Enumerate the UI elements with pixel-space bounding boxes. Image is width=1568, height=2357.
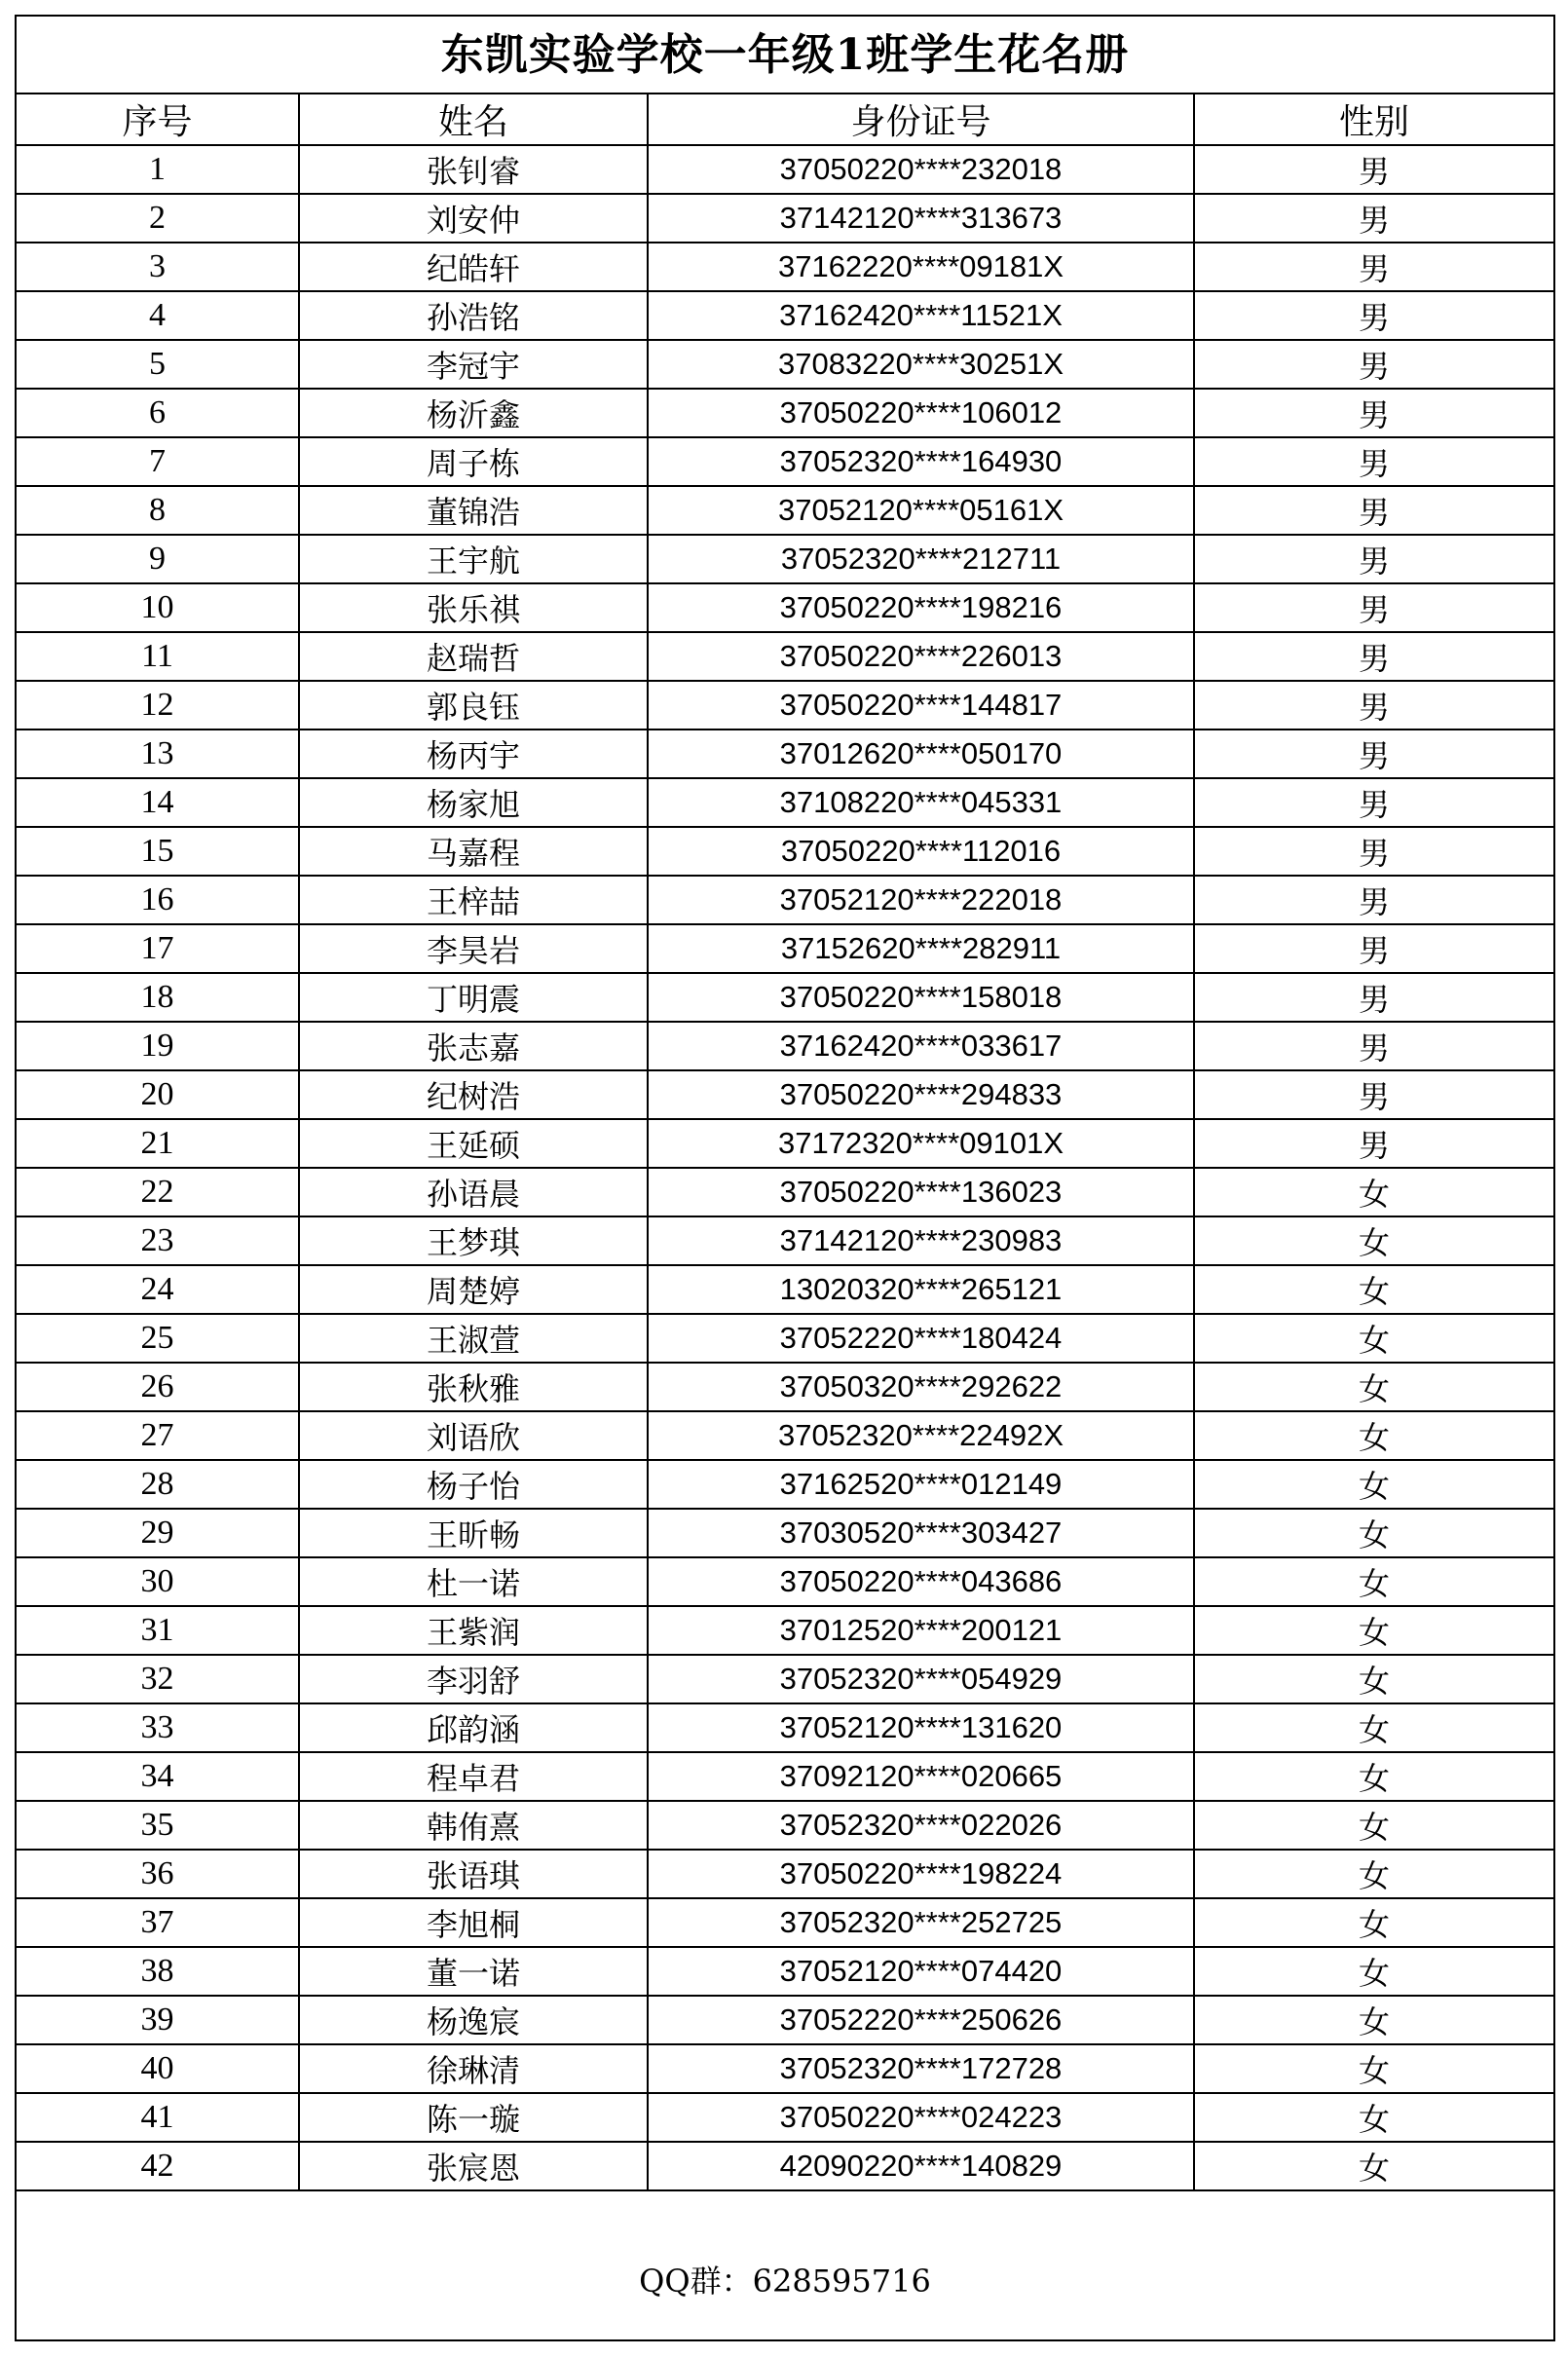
- cell-id: 37052220****250626: [648, 1996, 1194, 2044]
- cell-name: 王紫润: [299, 1606, 648, 1655]
- table-row: [17, 973, 1553, 1022]
- cell-gender: 女: [1194, 1898, 1553, 1947]
- cell-index: 9: [17, 535, 299, 583]
- cell-index: 40: [17, 2044, 299, 2093]
- table-row: [17, 1411, 1553, 1460]
- table-row: [17, 145, 1553, 194]
- cell-name: 韩侑熹: [299, 1801, 648, 1850]
- cell-id: 37050220****144817: [648, 681, 1194, 730]
- cell-id: 37108220****045331: [648, 778, 1194, 827]
- table-row: [17, 778, 1553, 827]
- table-row: [17, 1119, 1553, 1168]
- cell-gender: 女: [1194, 1168, 1553, 1216]
- cell-gender: 女: [1194, 1752, 1553, 1801]
- table-row: [17, 1703, 1553, 1752]
- cell-index: 30: [17, 1557, 299, 1606]
- cell-gender: 女: [1194, 2093, 1553, 2142]
- cell-index: 2: [17, 194, 299, 243]
- cell-id: 37050220****226013: [648, 632, 1194, 681]
- column-header-index: 序号: [17, 94, 299, 145]
- cell-index: 16: [17, 876, 299, 924]
- cell-gender: 女: [1194, 1363, 1553, 1411]
- cell-index: 21: [17, 1119, 299, 1168]
- cell-index: 7: [17, 437, 299, 486]
- table-row: [17, 632, 1553, 681]
- column-header-id: 身份证号: [648, 94, 1194, 145]
- table-row: [17, 1168, 1553, 1216]
- cell-index: 23: [17, 1216, 299, 1265]
- table-row: [17, 1801, 1553, 1850]
- cell-name: 张志嘉: [299, 1022, 648, 1070]
- cell-id: 37142120****313673: [648, 194, 1194, 243]
- cell-index: 41: [17, 2093, 299, 2142]
- cell-index: 42: [17, 2142, 299, 2190]
- table-row: [17, 681, 1553, 730]
- cell-gender: 女: [1194, 2044, 1553, 2093]
- cell-name: 程卓君: [299, 1752, 648, 1801]
- cell-name: 纪树浩: [299, 1070, 648, 1119]
- cell-index: 31: [17, 1606, 299, 1655]
- cell-index: 39: [17, 1996, 299, 2044]
- cell-id: 37092120****020665: [648, 1752, 1194, 1801]
- cell-gender: 男: [1194, 827, 1553, 876]
- cell-index: 3: [17, 243, 299, 291]
- cell-name: 李旭桐: [299, 1898, 648, 1947]
- cell-name: 杨沂鑫: [299, 389, 648, 437]
- cell-gender: 女: [1194, 1314, 1553, 1363]
- cell-id: 37052120****131620: [648, 1703, 1194, 1752]
- cell-id: 37050220****232018: [648, 145, 1194, 194]
- table-row: [17, 1363, 1553, 1411]
- cell-index: 25: [17, 1314, 299, 1363]
- cell-index: 37: [17, 1898, 299, 1947]
- cell-gender: 男: [1194, 632, 1553, 681]
- cell-index: 22: [17, 1168, 299, 1216]
- cell-name: 张乐祺: [299, 583, 648, 632]
- cell-name: 王梓喆: [299, 876, 648, 924]
- cell-name: 王延硕: [299, 1119, 648, 1168]
- cell-name: 陈一璇: [299, 2093, 648, 2142]
- cell-gender: 男: [1194, 291, 1553, 340]
- cell-name: 李羽舒: [299, 1655, 648, 1703]
- table-row: [17, 1752, 1553, 1801]
- cell-gender: 男: [1194, 1119, 1553, 1168]
- cell-id: 37052320****252725: [648, 1898, 1194, 1947]
- cell-gender: 女: [1194, 2142, 1553, 2190]
- table-row: [17, 1070, 1553, 1119]
- cell-name: 李昊岩: [299, 924, 648, 973]
- roster-table: [17, 94, 1553, 2191]
- cell-name: 董一诺: [299, 1947, 648, 1996]
- cell-gender: 男: [1194, 145, 1553, 194]
- cell-index: 33: [17, 1703, 299, 1752]
- cell-name: 纪皓轩: [299, 243, 648, 291]
- cell-name: 杜一诺: [299, 1557, 648, 1606]
- table-row: [17, 1557, 1553, 1606]
- cell-index: 5: [17, 340, 299, 389]
- cell-gender: 男: [1194, 973, 1553, 1022]
- cell-id: 37050220****106012: [648, 389, 1194, 437]
- cell-id: 37152620****282911: [648, 924, 1194, 973]
- cell-name: 杨丙宇: [299, 730, 648, 778]
- cell-id: 37052320****22492X: [648, 1411, 1194, 1460]
- cell-name: 马嘉程: [299, 827, 648, 876]
- cell-index: 4: [17, 291, 299, 340]
- cell-gender: 女: [1194, 1655, 1553, 1703]
- table-row: [17, 1265, 1553, 1314]
- cell-name: 刘语欣: [299, 1411, 648, 1460]
- table-row: [17, 389, 1553, 437]
- cell-id: 37162420****033617: [648, 1022, 1194, 1070]
- cell-index: 1: [17, 145, 299, 194]
- cell-id: 37012520****200121: [648, 1606, 1194, 1655]
- cell-id: 37052320****172728: [648, 2044, 1194, 2093]
- cell-name: 李冠宇: [299, 340, 648, 389]
- cell-id: 37052120****05161X: [648, 486, 1194, 535]
- cell-index: 29: [17, 1509, 299, 1557]
- table-row: [17, 535, 1553, 583]
- table-row: [17, 1022, 1553, 1070]
- cell-index: 32: [17, 1655, 299, 1703]
- cell-id: 42090220****140829: [648, 2142, 1194, 2190]
- cell-id: 37052220****180424: [648, 1314, 1194, 1363]
- cell-id: 37172320****09101X: [648, 1119, 1194, 1168]
- table-row: [17, 194, 1553, 243]
- cell-id: 37050220****136023: [648, 1168, 1194, 1216]
- table-row: [17, 486, 1553, 535]
- cell-gender: 女: [1194, 1460, 1553, 1509]
- footer-qq-group: QQ群：628595716: [639, 2263, 931, 2300]
- cell-gender: 女: [1194, 1265, 1553, 1314]
- cell-id: 37012620****050170: [648, 730, 1194, 778]
- cell-index: 36: [17, 1850, 299, 1898]
- cell-name: 王淑萱: [299, 1314, 648, 1363]
- table-row: [17, 1314, 1553, 1363]
- cell-name: 王宇航: [299, 535, 648, 583]
- cell-id: 37050220****158018: [648, 973, 1194, 1022]
- table-row: [17, 1947, 1553, 1996]
- cell-gender: 女: [1194, 1411, 1553, 1460]
- cell-id: 37052320****054929: [648, 1655, 1194, 1703]
- cell-name: 丁明震: [299, 973, 648, 1022]
- table-row: [17, 437, 1553, 486]
- cell-index: 38: [17, 1947, 299, 1996]
- cell-index: 13: [17, 730, 299, 778]
- cell-index: 17: [17, 924, 299, 973]
- cell-gender: 男: [1194, 437, 1553, 486]
- cell-name: 周楚婷: [299, 1265, 648, 1314]
- table-row: [17, 1606, 1553, 1655]
- cell-gender: 男: [1194, 730, 1553, 778]
- cell-gender: 男: [1194, 1022, 1553, 1070]
- cell-gender: 男: [1194, 243, 1553, 291]
- cell-id: 13020320****265121: [648, 1265, 1194, 1314]
- table-row: [17, 2093, 1553, 2142]
- cell-name: 董锦浩: [299, 486, 648, 535]
- cell-gender: 男: [1194, 389, 1553, 437]
- cell-id: 37142120****230983: [648, 1216, 1194, 1265]
- cell-index: 27: [17, 1411, 299, 1460]
- cell-name: 杨逸宸: [299, 1996, 648, 2044]
- cell-name: 邱韵涵: [299, 1703, 648, 1752]
- table-row: [17, 924, 1553, 973]
- cell-name: 杨家旭: [299, 778, 648, 827]
- cell-gender: 男: [1194, 876, 1553, 924]
- cell-gender: 男: [1194, 681, 1553, 730]
- column-header-name: 姓名: [299, 94, 648, 145]
- table-row: [17, 2142, 1553, 2190]
- cell-index: 11: [17, 632, 299, 681]
- cell-gender: 男: [1194, 1070, 1553, 1119]
- table-row: [17, 876, 1553, 924]
- cell-name: 张宸恩: [299, 2142, 648, 2190]
- column-header-gender: 性别: [1194, 94, 1553, 145]
- cell-name: 赵瑞哲: [299, 632, 648, 681]
- table-row: [17, 1898, 1553, 1947]
- cell-index: 8: [17, 486, 299, 535]
- cell-index: 20: [17, 1070, 299, 1119]
- table-row: [17, 827, 1553, 876]
- cell-gender: 男: [1194, 778, 1553, 827]
- table-row: [17, 1460, 1553, 1509]
- cell-index: 24: [17, 1265, 299, 1314]
- table-row: [17, 340, 1553, 389]
- cell-gender: 女: [1194, 1801, 1553, 1850]
- table-row: [17, 243, 1553, 291]
- cell-name: 王昕畅: [299, 1509, 648, 1557]
- cell-name: 张钊睿: [299, 145, 648, 194]
- table-row: [17, 1509, 1553, 1557]
- cell-gender: 女: [1194, 1557, 1553, 1606]
- cell-gender: 男: [1194, 486, 1553, 535]
- cell-gender: 女: [1194, 1509, 1553, 1557]
- cell-index: 12: [17, 681, 299, 730]
- cell-index: 28: [17, 1460, 299, 1509]
- table-row: [17, 1216, 1553, 1265]
- cell-gender: 女: [1194, 1850, 1553, 1898]
- cell-index: 34: [17, 1752, 299, 1801]
- cell-id: 37052320****164930: [648, 437, 1194, 486]
- cell-name: 刘安仲: [299, 194, 648, 243]
- cell-id: 37050320****292622: [648, 1363, 1194, 1411]
- table-row: [17, 583, 1553, 632]
- cell-name: 徐琳清: [299, 2044, 648, 2093]
- cell-name: 周子栋: [299, 437, 648, 486]
- cell-gender: 男: [1194, 583, 1553, 632]
- cell-id: 37083220****30251X: [648, 340, 1194, 389]
- cell-id: 37052320****022026: [648, 1801, 1194, 1850]
- cell-name: 孙语晨: [299, 1168, 648, 1216]
- cell-gender: 男: [1194, 194, 1553, 243]
- cell-index: 26: [17, 1363, 299, 1411]
- cell-id: 37052120****222018: [648, 876, 1194, 924]
- header-row: [17, 94, 1553, 145]
- cell-gender: 女: [1194, 1996, 1553, 2044]
- cell-gender: 男: [1194, 535, 1553, 583]
- cell-id: 37162520****012149: [648, 1460, 1194, 1509]
- cell-id: 37162420****11521X: [648, 291, 1194, 340]
- cell-index: 19: [17, 1022, 299, 1070]
- cell-gender: 女: [1194, 1606, 1553, 1655]
- cell-gender: 女: [1194, 1703, 1553, 1752]
- cell-gender: 男: [1194, 340, 1553, 389]
- roster-sheet: [15, 15, 1555, 2341]
- cell-index: 14: [17, 778, 299, 827]
- cell-id: 37030520****303427: [648, 1509, 1194, 1557]
- cell-name: 张秋雅: [299, 1363, 648, 1411]
- cell-id: 37050220****024223: [648, 2093, 1194, 2142]
- cell-id: 37162220****09181X: [648, 243, 1194, 291]
- cell-id: 37050220****112016: [648, 827, 1194, 876]
- table-row: [17, 1996, 1553, 2044]
- cell-id: 37050220****294833: [648, 1070, 1194, 1119]
- cell-index: 18: [17, 973, 299, 1022]
- cell-gender: 女: [1194, 1216, 1553, 1265]
- table-row: [17, 730, 1553, 778]
- cell-id: 37052320****212711: [648, 535, 1194, 583]
- cell-id: 37050220****198216: [648, 583, 1194, 632]
- sheet-title: 东凯实验学校一年级1班学生花名册: [17, 17, 1553, 94]
- table-row: [17, 2044, 1553, 2093]
- cell-gender: 女: [1194, 1947, 1553, 1996]
- table-row: [17, 1850, 1553, 1898]
- cell-name: 孙浩铭: [299, 291, 648, 340]
- cell-name: 杨子怡: [299, 1460, 648, 1509]
- cell-id: 37050220****043686: [648, 1557, 1194, 1606]
- cell-gender: 男: [1194, 924, 1553, 973]
- cell-index: 6: [17, 389, 299, 437]
- cell-index: 15: [17, 827, 299, 876]
- cell-index: 10: [17, 583, 299, 632]
- cell-index: 35: [17, 1801, 299, 1850]
- table-row: [17, 1655, 1553, 1703]
- cell-name: 王梦琪: [299, 1216, 648, 1265]
- cell-name: 张语琪: [299, 1850, 648, 1898]
- cell-id: 37050220****198224: [648, 1850, 1194, 1898]
- table-row: [17, 291, 1553, 340]
- cell-id: 37052120****074420: [648, 1947, 1194, 1996]
- roster-body: [17, 145, 1553, 2190]
- cell-name: 郭良钰: [299, 681, 648, 730]
